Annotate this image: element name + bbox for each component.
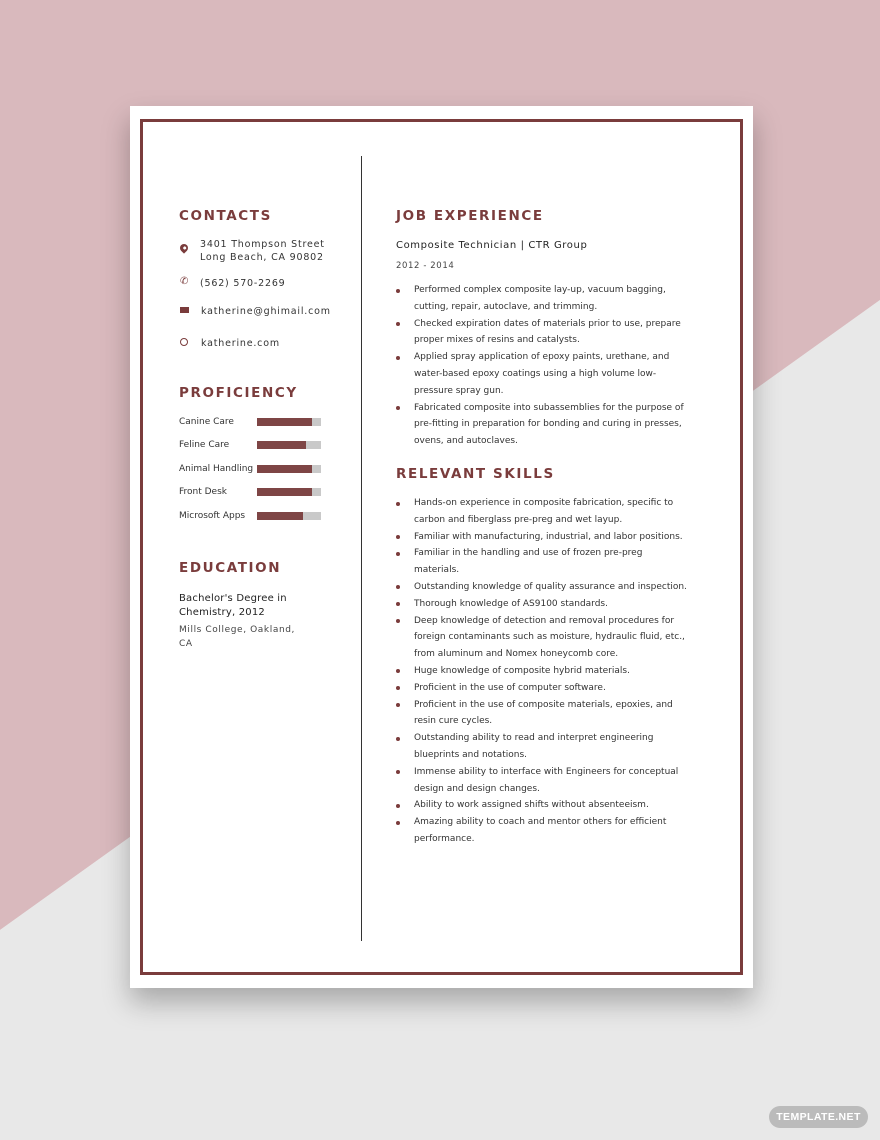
proficiency-bar-fill: [257, 512, 303, 520]
education-school: Mills College, Oakland, CA: [179, 625, 296, 649]
address-line-2: Long Beach, CA 90802: [200, 252, 324, 263]
proficiency-bar: [257, 465, 321, 473]
list-item: Hands-on experience in composite fabrication, specific to carbon and fiberglass pre-preg and wet layup.: [396, 495, 688, 529]
globe-icon: [180, 338, 188, 346]
email-address[interactable]: katherine@ghimail.com: [201, 306, 331, 317]
list-item: Deep knowledge of detection and removal procedures for foreign contaminants such as moisture, hydraulic fluid, etc., from aluminum and Nomex honeycomb core.: [396, 613, 688, 663]
list-item: Checked expiration dates of materials prior to use, prepare proper mixes of resins and catalysts.: [396, 316, 688, 350]
list-item: Performed complex composite lay-up, vacuum bagging, cutting, repair, autoclave, and trimming.: [396, 282, 688, 316]
list-item: Huge knowledge of composite hybrid materials.: [396, 663, 688, 680]
job-experience-heading: JOB EXPERIENCE: [396, 208, 544, 224]
job-dates: 2012 - 2014: [396, 261, 455, 271]
proficiency-label: Feline Care: [179, 440, 230, 450]
job-duties-list: [396, 282, 688, 450]
proficiency-bar-fill: [257, 418, 312, 426]
mail-icon: [180, 307, 189, 313]
proficiency-bar: [257, 488, 321, 496]
proficiency-bar: [257, 441, 321, 449]
list-item: Proficient in the use of composite materials, epoxies, and resin cure cycles.: [396, 697, 688, 731]
proficiency-bar: [257, 512, 321, 520]
phone-number: (562) 570-2269: [200, 278, 286, 289]
resume-page: [130, 106, 753, 988]
list-item: Fabricated composite into subassemblies for the purpose of pre-fitting in preparation for bonding and curing in presses, ovens, and autoclaves.: [396, 400, 688, 450]
proficiency-label: Animal Handling: [179, 464, 254, 474]
education-degree: Bachelor's Degree in Chemistry, 2012: [179, 593, 287, 618]
proficiency-label: Microsoft Apps: [179, 511, 246, 521]
list-item: Amazing ability to coach and mentor others for efficient performance.: [396, 814, 688, 848]
column-divider: [361, 156, 362, 941]
proficiency-bar: [257, 418, 321, 426]
address-line-1: 3401 Thompson Street: [200, 239, 325, 250]
watermark-badge: TEMPLATE.NET: [769, 1106, 868, 1128]
list-item: Outstanding ability to read and interpret engineering blueprints and notations.: [396, 730, 688, 764]
list-item: Applied spray application of epoxy paints, urethane, and water-based epoxy coatings using a high volume low-pressure spray gun.: [396, 349, 688, 399]
contacts-heading: CONTACTS: [179, 208, 272, 224]
list-item: Familiar with manufacturing, industrial, and labor positions.: [396, 529, 688, 546]
proficiency-bar-fill: [257, 465, 312, 473]
proficiency-label: Front Desk: [179, 487, 227, 497]
list-item: Ability to work assigned shifts without absenteeism.: [396, 797, 688, 814]
proficiency-bar-fill: [257, 441, 306, 449]
phone-icon: ✆: [180, 276, 189, 287]
proficiency-heading: PROFICIENCY: [179, 385, 298, 401]
job-title: Composite Technician | CTR Group: [396, 240, 588, 251]
list-item: Outstanding knowledge of quality assurance and inspection.: [396, 579, 688, 596]
website-link[interactable]: katherine.com: [201, 338, 280, 349]
relevant-skills-heading: RELEVANT SKILLS: [396, 466, 555, 482]
list-item: Immense ability to interface with Engineers for conceptual design and design changes.: [396, 764, 688, 798]
list-item: Familiar in the handling and use of frozen pre-preg materials.: [396, 545, 688, 579]
proficiency-bar-fill: [257, 488, 312, 496]
proficiency-label: Canine Care: [179, 417, 234, 427]
skills-list: [396, 495, 688, 848]
education-heading: EDUCATION: [179, 560, 282, 576]
list-item: Thorough knowledge of AS9100 standards.: [396, 596, 688, 613]
list-item: Proficient in the use of computer software.: [396, 680, 688, 697]
